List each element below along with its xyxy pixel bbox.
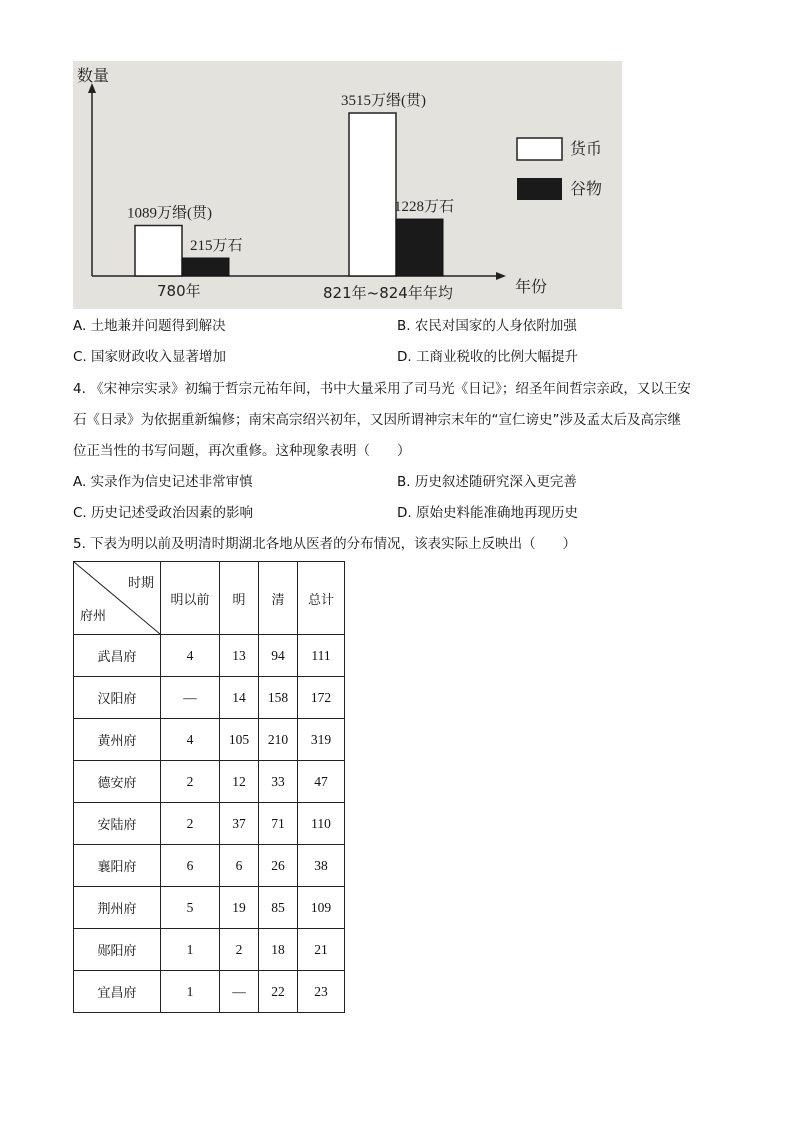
table-cell-count: 1	[161, 971, 220, 1013]
table-cell-count: 19	[220, 887, 259, 929]
table-cell-prefecture: 郧阳府	[74, 929, 161, 971]
table-cell-count: —	[220, 971, 259, 1013]
table-cell-count: 2	[220, 929, 259, 971]
table-cell-count: 105	[220, 719, 259, 761]
table-row	[74, 719, 345, 761]
table-cell-count: 18	[259, 929, 298, 971]
table-cell-count: 319	[298, 719, 345, 761]
q4-stem-line-1: 4. 《宋神宗实录》初编于哲宗元祐年间，书中大量采用了司马光《日记》；绍圣年间哲宗亲政，又以王安	[73, 381, 691, 397]
table-header-row	[74, 562, 345, 635]
data-label-currency-780: 1089万缗(贯)	[127, 205, 212, 222]
bar-grain-821	[396, 219, 443, 276]
table-cell-prefecture: 汉阳府	[74, 677, 161, 719]
table-cell-count: 2	[161, 761, 220, 803]
physician-distribution-table	[73, 561, 345, 1013]
q3-option-d: D. 工商业税收的比例大幅提升	[397, 349, 578, 365]
table-cell-count: 110	[298, 803, 345, 845]
table-cell-count: 4	[161, 635, 220, 677]
y-axis-label: 数量	[77, 66, 110, 85]
table-cell-count: —	[161, 677, 220, 719]
data-label-grain-821: 1228万石	[394, 199, 455, 216]
x-axis-label: 年份	[515, 277, 548, 296]
table-cell-count: 71	[259, 803, 298, 845]
table-cell-count: 5	[161, 887, 220, 929]
table-corner-cell	[74, 562, 161, 635]
column-header: 总计	[298, 562, 345, 635]
table-row	[74, 635, 345, 677]
corner-label-period: 时期	[127, 576, 154, 591]
table-cell-count: 14	[220, 677, 259, 719]
legend-label-currency: 货币	[570, 139, 603, 158]
table-cell-count: 4	[161, 719, 220, 761]
category-label-780: 780年	[157, 282, 201, 300]
q3-option-a: A. 土地兼并问题得到解决	[73, 318, 226, 334]
table-cell-count: 172	[298, 677, 345, 719]
table-cell-prefecture: 黄州府	[74, 719, 161, 761]
q4-option-d: D. 原始史料能准确地再现历史	[397, 505, 578, 521]
table-cell-count: 6	[161, 845, 220, 887]
column-header: 清	[259, 562, 298, 635]
table-row	[74, 887, 345, 929]
bar-chart-figure	[73, 61, 622, 309]
table-cell-count: 12	[220, 761, 259, 803]
table-cell-count: 1	[161, 929, 220, 971]
x-axis-arrow	[496, 272, 506, 280]
table-cell-prefecture: 荆州府	[74, 887, 161, 929]
q4-stem-line-3: 位正当性的书写问题，再次重修。这种现象表明（ ）	[73, 443, 411, 459]
q3-option-c: C. 国家财政收入显著增加	[73, 349, 227, 365]
q4-option-a: A. 实录作为信史记述非常审慎	[73, 474, 253, 490]
q4-option-b: B. 历史叙述随研究深入更完善	[397, 474, 577, 490]
legend-label-grain: 谷物	[570, 179, 603, 198]
table-cell-count: 33	[259, 761, 298, 803]
q4-option-c: C. 历史记述受政治因素的影响	[73, 505, 254, 521]
table-cell-count: 38	[298, 845, 345, 887]
table-cell-prefecture: 宜昌府	[74, 971, 161, 1013]
column-header: 明	[220, 562, 259, 635]
table-cell-prefecture: 武昌府	[74, 635, 161, 677]
table-cell-count: 26	[259, 845, 298, 887]
table-cell-count: 13	[220, 635, 259, 677]
table-cell-count: 21	[298, 929, 345, 971]
table-cell-count: 158	[259, 677, 298, 719]
table-row	[74, 845, 345, 887]
category-label-821: 821年~824年年均	[323, 284, 453, 302]
data-label-currency-821: 3515万缗(贯)	[341, 93, 426, 109]
table-cell-count: 23	[298, 971, 345, 1013]
table-cell-count: 2	[161, 803, 220, 845]
table-cell-count: 22	[259, 971, 298, 1013]
column-header: 明以前	[161, 562, 220, 635]
bar-chart-svg	[73, 61, 622, 309]
table-row	[74, 929, 345, 971]
q5-stem: 5. 下表为明以前及明清时期湖北各地从医者的分布情况，该表实际上反映出（ ）	[73, 536, 577, 552]
table-cell-prefecture: 安陆府	[74, 803, 161, 845]
table-cell-count: 37	[220, 803, 259, 845]
q3-option-b: B. 农民对国家的人身依附加强	[397, 318, 577, 334]
table-cell-count: 210	[259, 719, 298, 761]
bar-currency-780	[135, 226, 182, 276]
q4-stem-line-2: 石《日录》为依据重新编修；南宋高宗绍兴初年，又因所谓神宗末年的“宣仁谤史”涉及孟太后及高宗继	[73, 412, 681, 428]
table-cell-count: 47	[298, 761, 345, 803]
table-cell-count: 109	[298, 887, 345, 929]
table-cell-prefecture: 襄阳府	[74, 845, 161, 887]
corner-label-prefecture: 府州	[80, 609, 107, 624]
table-cell-count: 6	[220, 845, 259, 887]
table-cell-count: 85	[259, 887, 298, 929]
table-cell-prefecture: 德安府	[74, 761, 161, 803]
bar-grain-780	[182, 258, 229, 276]
data-label-grain-780: 215万石	[190, 238, 243, 254]
legend-swatch-grain	[517, 178, 562, 200]
legend-swatch-currency	[517, 138, 562, 160]
table-row	[74, 803, 345, 845]
table-cell-count: 111	[298, 635, 345, 677]
table-row	[74, 971, 345, 1013]
table-cell-count: 94	[259, 635, 298, 677]
table-row	[74, 677, 345, 719]
bar-currency-821	[349, 113, 396, 276]
table-row	[74, 761, 345, 803]
